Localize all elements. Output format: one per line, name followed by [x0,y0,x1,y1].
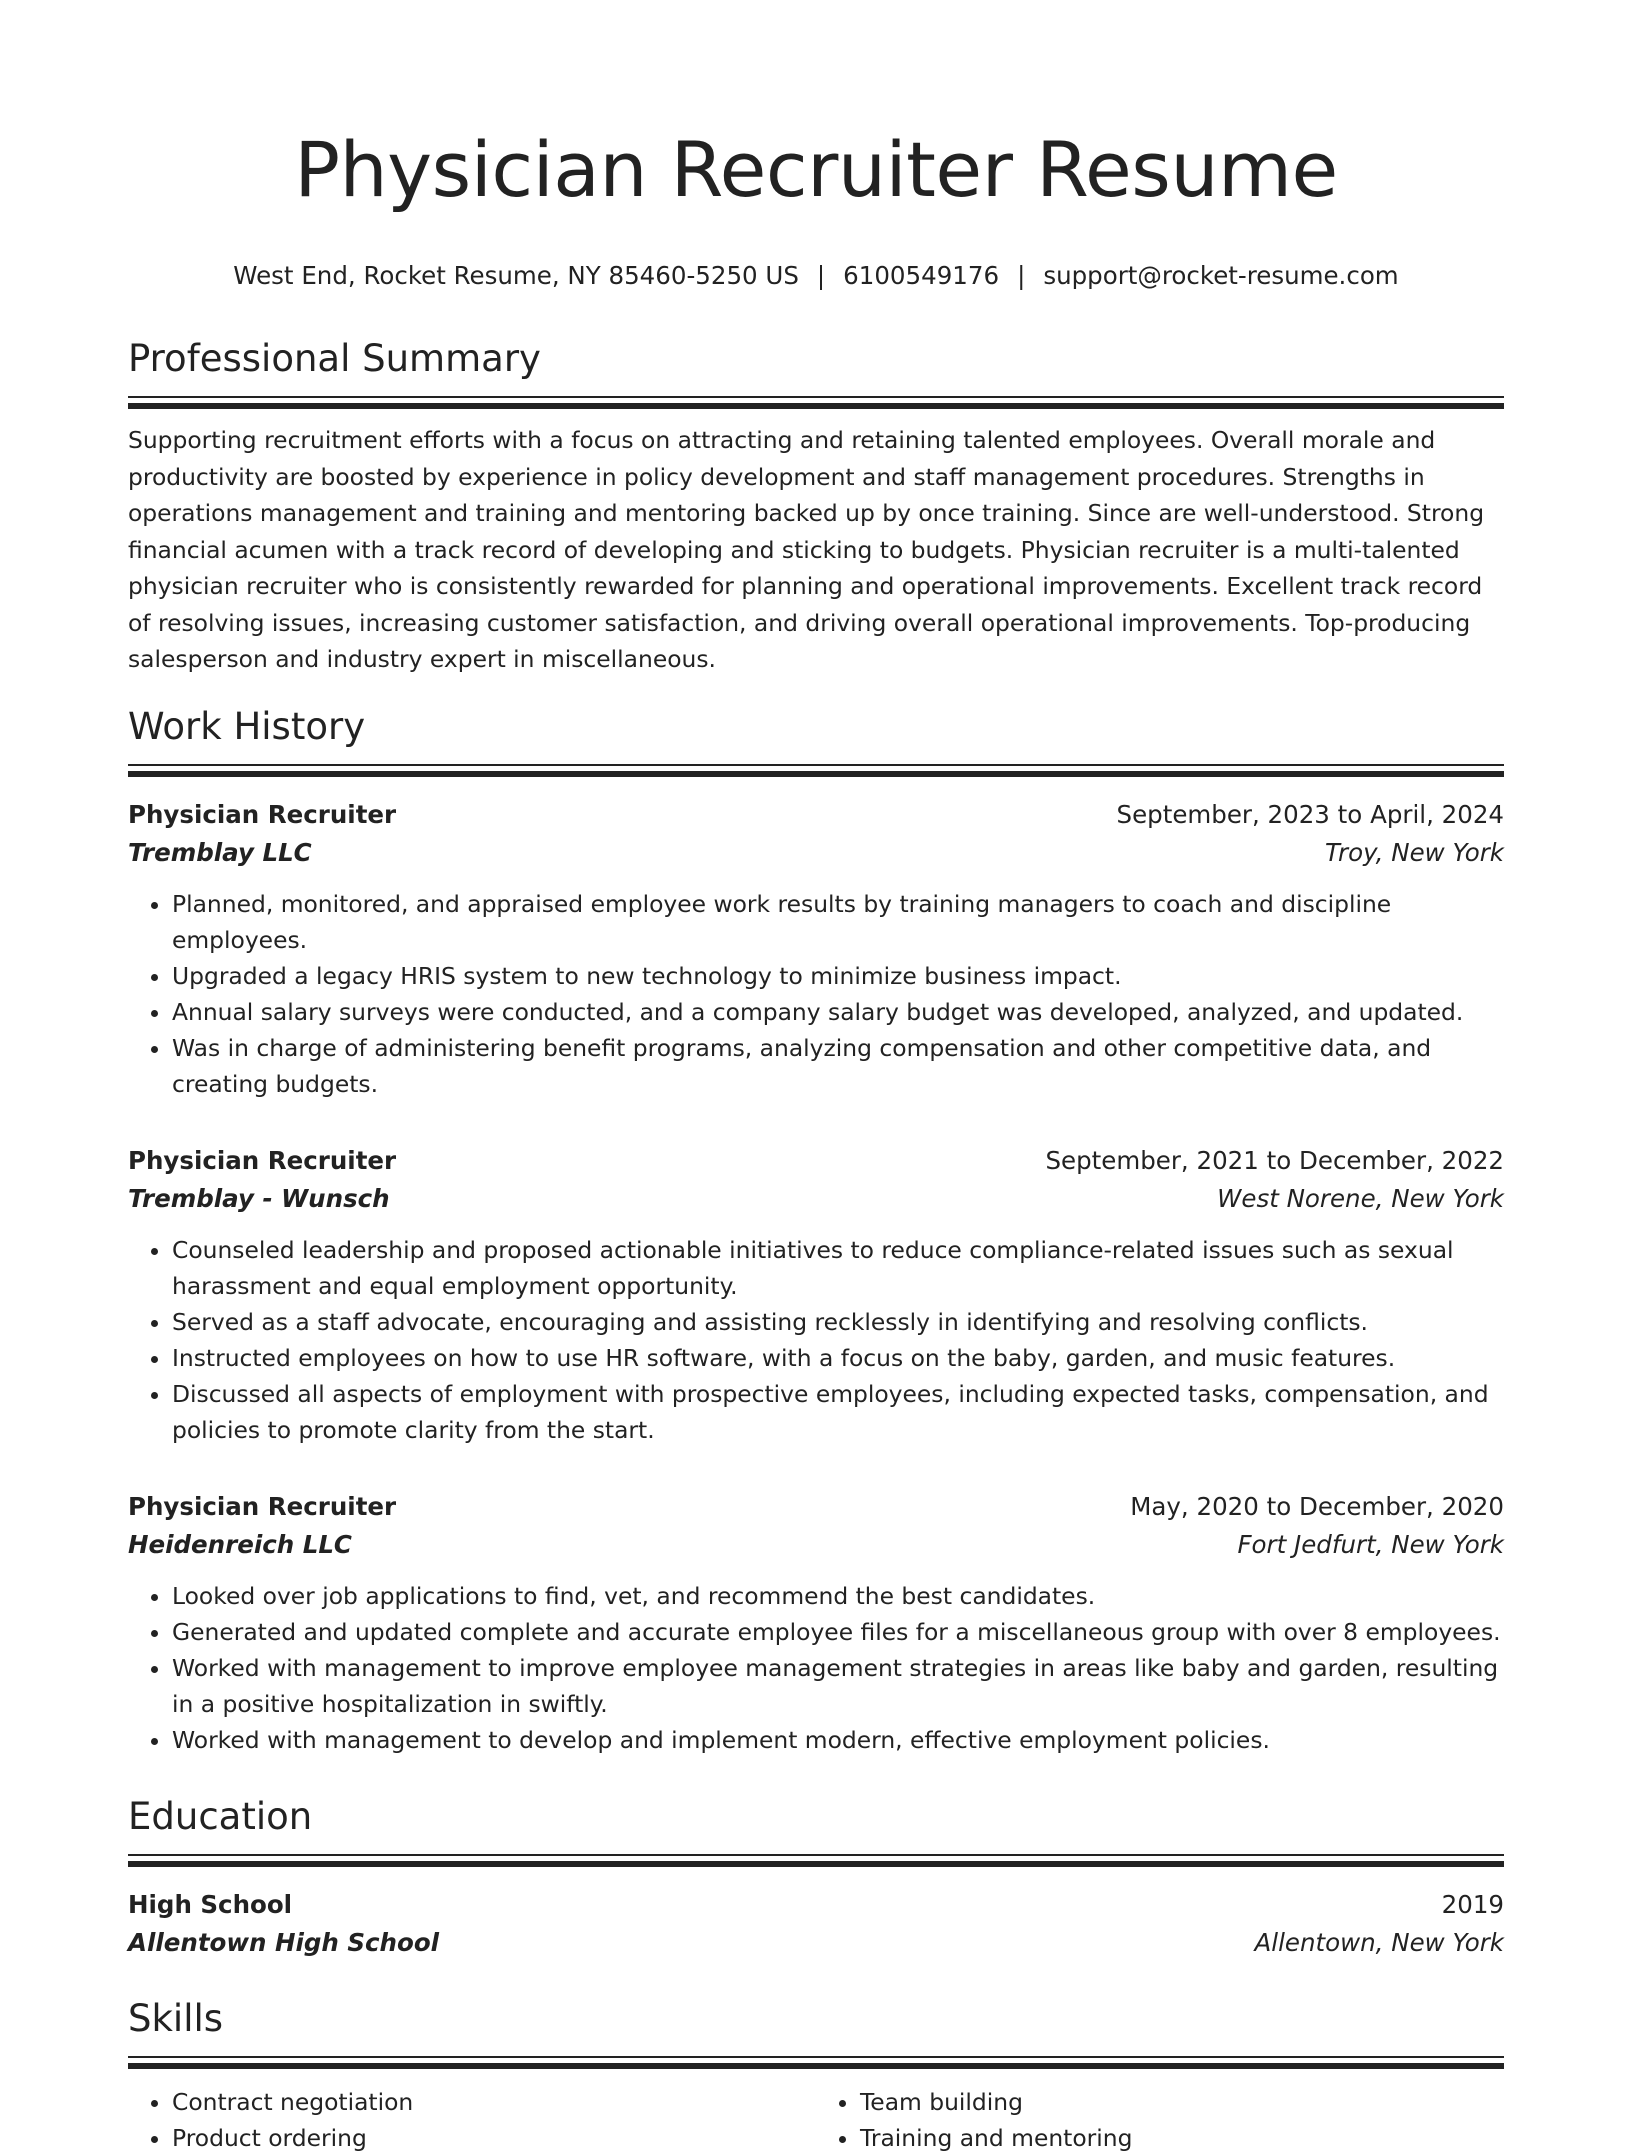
job-bullets [128,886,1504,1102]
job-entry [128,1488,1504,1758]
education-section [128,1794,1504,1962]
education-degree: High School [128,1889,293,1919]
contact-separator: | [1017,261,1026,290]
job-company: Heidenreich LLC [128,1529,352,1559]
skills-column-left [128,2084,816,2156]
job-dates: May, 2020 to December, 2020 [1130,1491,1504,1521]
skills-column-right [816,2084,1504,2156]
section-divider [128,1854,1504,1868]
job-title: Physician Recruiter [128,799,397,829]
list-item: • Worked with management to develop and implement modern, effective employment policies. [172,1722,1504,1758]
section-divider [128,764,1504,778]
list-item: • Product ordering [172,2120,816,2156]
job-location: Troy, New York [1324,837,1504,867]
list-item: • Annual salary surveys were conducted, and a company salary budget was developed, analyzed, and updated. [172,994,1504,1030]
contact-email: support@rocket-resume.com [1043,261,1399,290]
contact-separator: | [816,261,826,290]
education-heading: Education [128,1794,313,1838]
list-item: • Team building [860,2084,1504,2120]
section-divider [128,2056,1504,2070]
work-history-section [128,704,1504,1758]
education-entry [128,1886,1504,1962]
education-location: Allentown, New York [1254,1927,1504,1957]
summary-heading: Professional Summary [128,337,541,380]
list-item: • Instructed employees on how to use HR software, with a focus on the baby, garden, and music features. [172,1340,1504,1376]
job-location: Fort Jedfurt, New York [1237,1529,1504,1559]
job-location: West Norene, New York [1217,1183,1504,1213]
list-item: • Looked over job applications to find, vet, and recommend the best candidates. [172,1578,1504,1614]
contact-phone: 6100549176 [843,261,1000,290]
skills-grid [128,2084,1504,2156]
list-item: • Discussed all aspects of employment with prospective employees, including expected tasks, compensation, and policies to promote clarity from the start. [172,1376,1504,1448]
list-item: • Counseled leadership and proposed actionable initiatives to reduce compliance-related issues such as sexual harassment and equal employment opportunity. [172,1232,1504,1304]
education-school: Allentown High School [128,1927,440,1957]
work-history-heading: Work History [128,704,366,748]
list-item: • Planned, monitored, and appraised employee work results by training managers to coach and discipline employees. [172,886,1504,958]
contact-address: West End, Rocket Resume, NY 85460-5250 US [233,261,799,290]
job-title: Physician Recruiter [128,1491,397,1521]
summary-section [128,336,1504,678]
contact-line [128,260,1504,292]
resume-title: Physician Recruiter Resume [294,125,1338,214]
job-dates: September, 2023 to April, 2024 [1116,799,1504,829]
job-company: Tremblay - Wunsch [128,1183,390,1213]
job-bullets [128,1232,1504,1448]
list-item: • Upgraded a legacy HRIS system to new technology to minimize business impact. [172,958,1504,994]
list-item: • Generated and updated complete and accurate employee files for a miscellaneous group with over 8 employees. [172,1614,1504,1650]
list-item: • Worked with management to improve employee management strategies in areas like baby and garden, resulting in a positive hospitalization in swiftly. [172,1650,1504,1722]
summary-text: Supporting recruitment efforts with a focus on attracting and retaining talented employees. Overall morale and productivity are boosted by experience in policy development and staff management procedures. Strengths in operations management and training and mentoring backed up by once training. Since are well-understood. Strong financial acumen with a track record of developing and sticking to budgets. Physician recruiter is a multi-talented physician recruiter who is consistently rewarded for planning and operational improvements. Excellent track record of resolving issues, increasing customer satisfaction, and driving overall operational improvements. Top-producing salesperson and industry expert in miscellaneous. [128,426,1485,673]
skills-section [128,1996,1504,2156]
list-item: • Contract negotiation [172,2084,816,2120]
job-entry [128,796,1504,1102]
job-company: Tremblay LLC [128,837,312,867]
job-entry [128,1142,1504,1448]
job-dates: September, 2021 to December, 2022 [1045,1145,1504,1175]
job-bullets [128,1578,1504,1758]
list-item: • Training and mentoring [860,2120,1504,2156]
job-title: Physician Recruiter [128,1145,397,1175]
education-year: 2019 [1441,1889,1504,1919]
skills-heading: Skills [128,1996,224,2040]
section-divider [128,396,1504,410]
list-item: • Served as a staff advocate, encouraging and assisting recklessly in identifying and resolving conflicts. [172,1304,1504,1340]
list-item: • Was in charge of administering benefit programs, analyzing compensation and other competitive data, and creating budgets. [172,1030,1504,1102]
